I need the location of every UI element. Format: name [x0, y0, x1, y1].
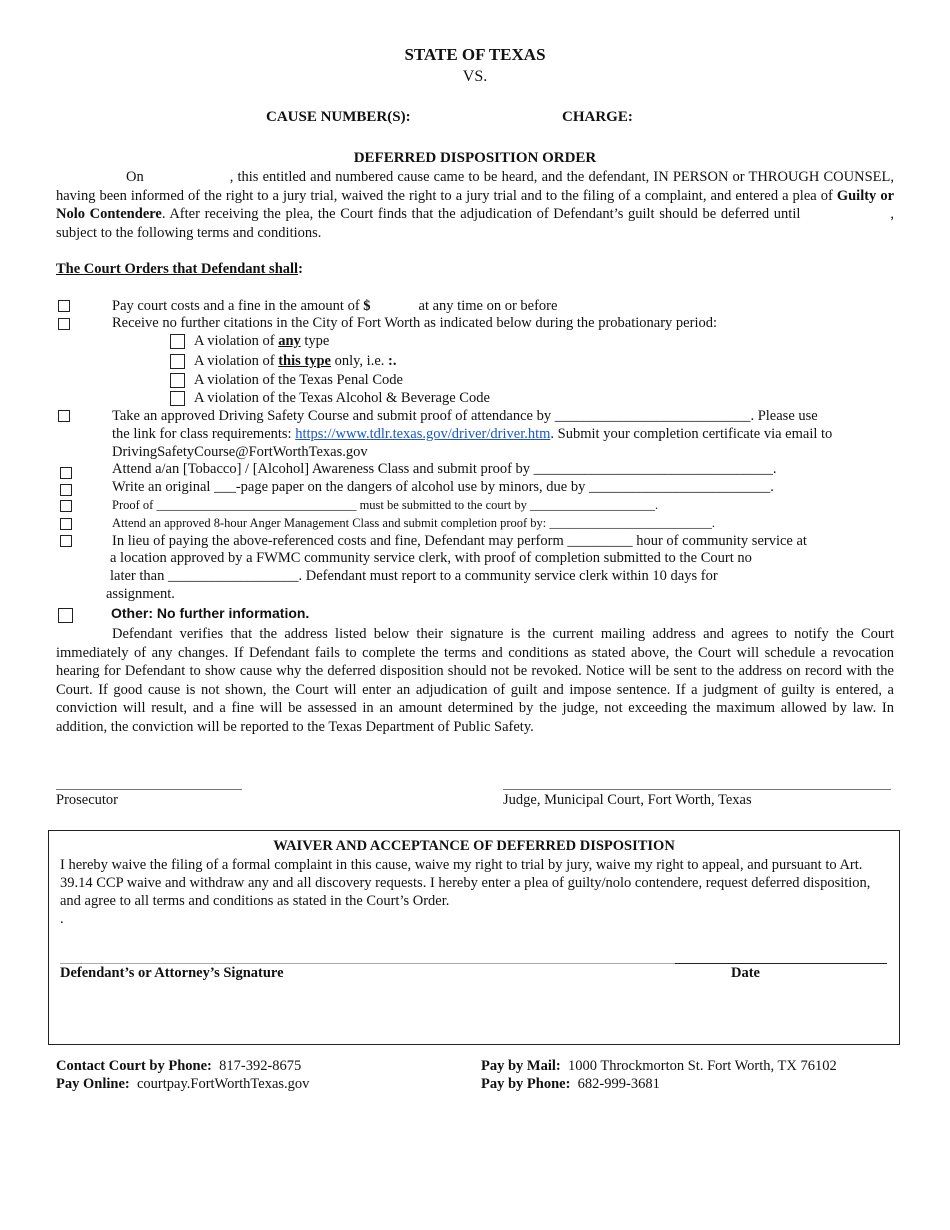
driving-course-line-2	[112, 426, 832, 443]
charge-label: CHARGE:	[562, 109, 633, 125]
any-type-checkbox[interactable]	[170, 334, 185, 349]
judge-signature-line[interactable]	[503, 789, 891, 790]
cause-number-label: CAUSE NUMBER(S):	[266, 109, 411, 125]
fine-text-b: at any time on or before	[418, 298, 558, 314]
verify-paragraph: Defendant verifies that the address listed below their signature is the current mailing address and agrees to notify the Court immediately of any changes. If Defendant fails to complete the terms and conditions as stated above, the Court will schedule a revocation hearing for Defendant to show cause why the deferred disposition should not be revoked. Notice will be sent to the address on record with the Court. If good cause is not shown, the Court will enter an adjudication of guilt and impose sentence. If a judgment of guilty is entered, a conviction will result, and a fine will be assessed in an amount determined by the judge, not exceeding the maximum allowed by law. In addition, the conviction will be reported to the Texas Department of Public Safety.	[56, 626, 894, 735]
pay-phone-value: 682-999-3681	[577, 1076, 660, 1092]
intro-text-1: , this entitled and numbered cause came to be heard, and the defendant, IN PERSON or THROUGH COUNSEL, having been informed of the right to a jury trial, waived the right to a jury trial and to the filing of a complaint, and entered a plea of	[56, 169, 894, 204]
pay-mail-label: Pay by Mail:	[481, 1058, 561, 1074]
judge-label: Judge, Municipal Court, Fort Worth, Texas	[503, 792, 752, 808]
alcohol-code-checkbox[interactable]	[170, 391, 185, 406]
intro-text-2: . After receiving the plea, the Court finds that the adjudication of Defendant’s guilt should be deferred until	[161, 206, 801, 222]
intro-on: On	[126, 169, 144, 185]
pay-online	[56, 1076, 309, 1093]
anger-term: Attend an approved 8-hour Anger Management Class and submit completion proof by: __________________________.	[112, 516, 716, 530]
sub-term-penal: A violation of the Texas Penal Code	[194, 372, 403, 388]
waiver-title: WAIVER AND ACCEPTANCE OF DEFERRED DISPOSITION	[273, 838, 675, 854]
paper-checkbox[interactable]	[60, 484, 72, 496]
paper-term: Write an original ___-page paper on the dangers of alcohol use by minors, due by _________________________.	[112, 479, 774, 495]
pay-mail	[481, 1058, 837, 1075]
orders-heading	[56, 261, 303, 278]
penal-code-checkbox[interactable]	[170, 373, 185, 388]
pay-online-label: Pay Online:	[56, 1076, 130, 1092]
driving-course-email-label: . Submit your completion certificate via email to	[550, 426, 833, 442]
sub-term-any-emph: any	[278, 333, 301, 349]
citations-term: Receive no further citations in the City of Fort Worth as indicated below during the probationary period:	[112, 315, 717, 331]
waiver-dot: .	[60, 911, 64, 927]
versus-label: VS.	[462, 68, 488, 85]
date-line[interactable]	[829, 963, 887, 964]
sub-term-any-a: A violation of	[194, 333, 275, 349]
orders-heading-text: The Court Orders that Defendant shall	[56, 261, 299, 277]
date-label: Date	[731, 965, 760, 981]
driving-course-link-label: the link for class requirements:	[112, 426, 292, 442]
prosecutor-signature-line[interactable]	[56, 789, 242, 790]
citations-checkbox[interactable]	[58, 318, 70, 330]
plea-text: Guilty or Nolo Contendere	[56, 187, 895, 222]
proof-checkbox[interactable]	[60, 500, 72, 512]
intro-text-3: , subject to the following terms and conditions.	[56, 206, 894, 241]
contact-phone-value: 817-392-8675	[219, 1058, 302, 1074]
sub-term-this-b: only, i.e.	[334, 353, 385, 369]
pay-phone-label: Pay by Phone:	[481, 1076, 571, 1092]
orders-heading-colon: :	[298, 261, 303, 277]
waiver-box	[48, 830, 900, 1045]
sub-term-any-b: type	[304, 333, 330, 349]
intro-paragraph	[56, 168, 894, 242]
order-title: DEFERRED DISPOSITION ORDER	[353, 150, 597, 166]
sub-term-this-emph: this type	[278, 353, 331, 369]
fine-text-a: Pay court costs and a fine in the amount of	[112, 298, 360, 314]
defendant-signature-label: Defendant’s or Attorney’s Signature	[60, 965, 284, 981]
other-checkbox[interactable]	[58, 608, 73, 623]
community-service-line-3: later than __________________. Defendant must report to a community service clerk within 10 days for	[110, 568, 718, 584]
driving-course-line-1: Take an approved Driving Safety Course and submit proof of attendance by ___________________________. Please use	[112, 408, 818, 424]
fine-term	[112, 298, 557, 315]
contact-phone	[56, 1058, 301, 1075]
driving-course-link[interactable]: https://www.tdlr.texas.gov/driver/driver.htm	[295, 426, 551, 442]
fine-dollar: $	[363, 298, 371, 314]
community-service-line-1: In lieu of paying the above-referenced costs and fine, Defendant may perform _________ hour of community service at	[112, 533, 807, 549]
waiver-text: I hereby waive the filing of a formal complaint in this cause, waive my right to trial by jury, waive my right to appeal, and pursuant to Art. 39.14 CCP waive and withdraw any and all discovery requests. I hereby enter a plea of guilty/nolo contendere, request deferred disposition, and agree to all terms and conditions as stated in the Court’s Order.	[60, 857, 871, 909]
defendant-signature-line[interactable]	[60, 963, 675, 964]
community-service-checkbox[interactable]	[60, 535, 72, 547]
driving-course-checkbox[interactable]	[58, 410, 70, 422]
sub-term-this-a: A violation of	[194, 353, 275, 369]
page-title: STATE OF TEXAS	[404, 45, 546, 64]
sub-term-this-c: :.	[388, 353, 397, 369]
pay-online-value[interactable]: courtpay.FortWorthTexas.gov	[136, 1076, 310, 1092]
signature-line-end	[675, 963, 830, 964]
pay-phone	[481, 1076, 660, 1093]
pay-mail-value: 1000 Throckmorton St. Fort Worth, TX 76102	[568, 1058, 837, 1074]
other-term: Other: No further information.	[111, 605, 310, 621]
awareness-term: Attend a/an [Tobacco] / [Alcohol] Awareness Class and submit proof by _________________________________.	[112, 461, 777, 477]
proof-term: Proof of ________________________________ must be submitted to the court by ____________________.	[112, 498, 659, 512]
sub-term-alcohol: A violation of the Texas Alcohol & Beverage Code	[194, 390, 490, 406]
awareness-checkbox[interactable]	[60, 467, 72, 479]
prosecutor-label: Prosecutor	[56, 792, 119, 808]
contact-phone-label: Contact Court by Phone:	[56, 1058, 212, 1074]
sub-term-this	[194, 353, 397, 370]
this-type-checkbox[interactable]	[170, 354, 185, 369]
sub-term-any	[194, 333, 329, 350]
anger-checkbox[interactable]	[60, 518, 72, 530]
community-service-line-4: assignment.	[106, 586, 175, 602]
community-service-line-2: a location approved by a FWMC community service clerk, with proof of completion submitted to the Court no	[110, 550, 752, 566]
driving-course-email: DrivingSafetyCourse@FortWorthTexas.gov	[112, 444, 368, 460]
fine-checkbox[interactable]	[58, 300, 70, 312]
